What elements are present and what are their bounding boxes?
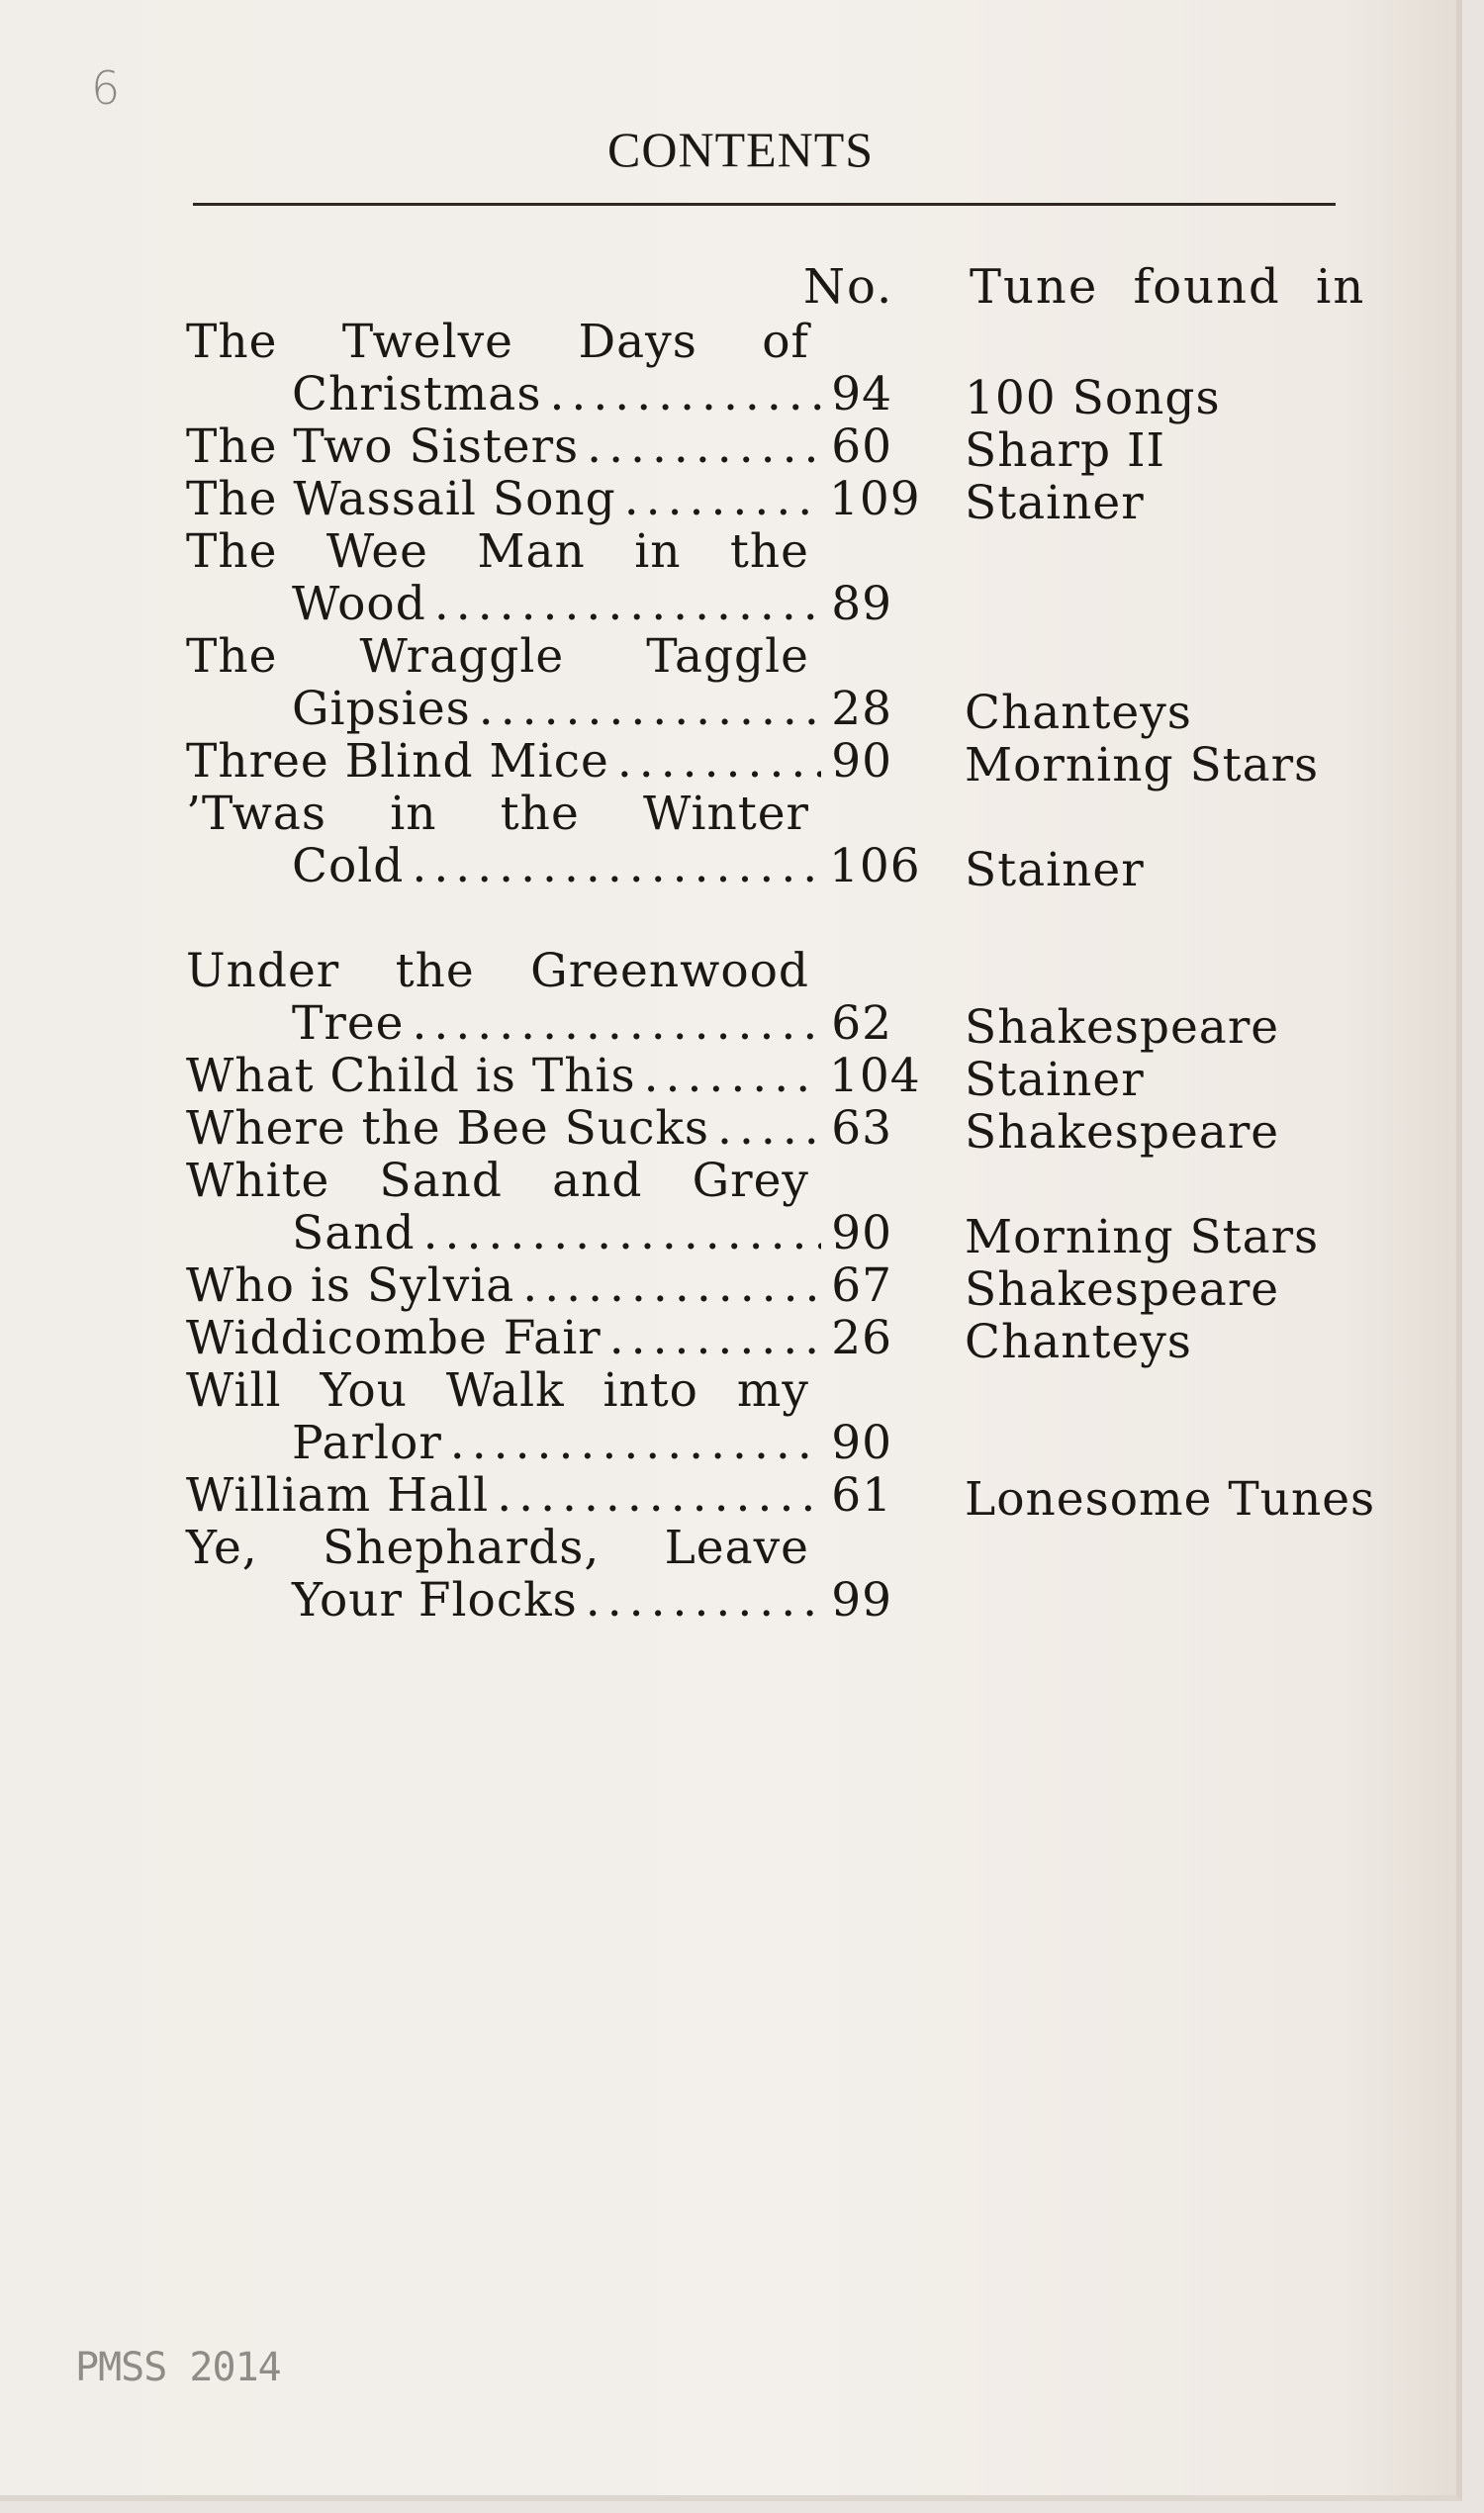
contents-entry xyxy=(292,1416,892,1470)
dot-leader xyxy=(617,738,821,785)
entry-title-line: The Wraggle Taggle xyxy=(186,629,809,684)
entry-title: Wood xyxy=(292,577,426,631)
dot-leader xyxy=(434,581,821,627)
entry-number: 89 xyxy=(831,577,892,631)
entry-tune-source: Lonesome Tunes xyxy=(965,1472,1376,1527)
entry-title: Three Blind Mice xyxy=(186,734,609,789)
contents-entry xyxy=(186,1049,921,1103)
entry-number: 109 xyxy=(829,472,921,526)
contents-entry xyxy=(292,1573,892,1628)
entry-number: 104 xyxy=(829,1049,921,1103)
entry-number: 62 xyxy=(831,996,892,1051)
entry-title: Sand xyxy=(292,1206,416,1260)
entry-tune-source: Shakespeare xyxy=(965,1000,1280,1055)
contents-entry xyxy=(186,472,921,526)
entry-tune-source: Stainer xyxy=(965,843,1145,897)
entry-number: 90 xyxy=(831,1206,892,1260)
page-title: CONTENTS xyxy=(607,122,875,177)
entry-number: 90 xyxy=(831,734,892,789)
dot-leader xyxy=(587,423,821,470)
contents-entry xyxy=(186,1311,892,1365)
entry-title-line: The Twelve Days of xyxy=(186,315,809,369)
entry-number: 106 xyxy=(829,839,921,893)
dot-leader xyxy=(549,371,821,418)
entry-number: 90 xyxy=(831,1416,892,1470)
entry-title: What Child is This xyxy=(186,1049,636,1103)
entry-tune-source: Morning Stars xyxy=(965,1210,1320,1264)
entry-title-line: Will You Walk into my xyxy=(186,1363,809,1418)
entry-number: 61 xyxy=(831,1468,892,1523)
dot-leader xyxy=(609,1315,821,1361)
entry-title-line: Ye, Shephards, Leave xyxy=(186,1521,809,1575)
dot-leader xyxy=(479,686,821,732)
entry-tune-source: Chanteys xyxy=(965,686,1192,740)
tune-column-header: Tune found in xyxy=(970,259,1366,315)
dot-leader xyxy=(412,843,821,889)
entry-title: The Two Sisters xyxy=(186,419,580,474)
entry-title: Parlor xyxy=(292,1416,442,1470)
contents-entry xyxy=(186,1468,892,1523)
entry-title: Your Flocks xyxy=(292,1573,578,1628)
dot-leader xyxy=(423,1210,821,1256)
entry-tune-source: Sharp II xyxy=(965,423,1166,478)
entry-title-line: ’Twas in the Winter xyxy=(186,787,809,841)
dot-leader xyxy=(497,1472,821,1519)
contents-entry xyxy=(292,1206,892,1260)
contents-entry xyxy=(292,839,921,893)
entry-title: Cold xyxy=(292,839,405,893)
contents-entry xyxy=(292,577,892,631)
entry-tune-source: Shakespeare xyxy=(965,1105,1280,1160)
entry-number: 28 xyxy=(831,682,892,736)
dot-leader xyxy=(717,1105,821,1152)
dot-leader xyxy=(644,1053,821,1099)
entry-title: The Wassail Song xyxy=(186,472,616,526)
title-rule xyxy=(193,203,1336,206)
contents-entry xyxy=(186,419,892,474)
entry-number: 63 xyxy=(831,1101,892,1156)
contents-entry xyxy=(292,367,892,421)
entry-tune-source: 100 Songs xyxy=(965,371,1221,425)
contents-entry xyxy=(186,1258,892,1313)
entry-title: William Hall xyxy=(186,1468,490,1523)
entry-number: 60 xyxy=(831,419,892,474)
dot-leader xyxy=(450,1420,821,1466)
entry-title: Who is Sylvia xyxy=(186,1258,515,1313)
entry-number: 26 xyxy=(831,1311,892,1365)
dot-leader xyxy=(522,1262,821,1309)
entry-title: Tree xyxy=(292,996,405,1051)
entry-tune-source: Chanteys xyxy=(965,1315,1192,1369)
entry-title-line: Under the Greenwood xyxy=(186,944,809,998)
dot-leader xyxy=(586,1577,821,1624)
entry-number: 94 xyxy=(831,367,892,421)
contents-entry xyxy=(186,1101,892,1156)
entry-tune-source: Stainer xyxy=(965,476,1145,530)
entry-title-line: The Wee Man in the xyxy=(186,524,809,579)
contents-entry xyxy=(292,682,892,736)
watermark: PMSS 2014 xyxy=(75,2345,281,2390)
entry-title: Widdicombe Fair xyxy=(186,1311,602,1365)
entry-tune-source: Shakespeare xyxy=(965,1262,1280,1317)
number-column-header: No. xyxy=(803,259,894,315)
handwritten-page-number: 6 xyxy=(91,61,121,115)
contents-entry xyxy=(292,996,892,1051)
dot-leader xyxy=(624,476,821,522)
entry-title: Christmas xyxy=(292,367,542,421)
entry-title-line: White Sand and Grey xyxy=(186,1154,809,1208)
entry-tune-source: Morning Stars xyxy=(965,738,1320,792)
entry-title: Gipsies xyxy=(292,682,471,736)
entry-number: 99 xyxy=(831,1573,892,1628)
entry-tune-source: Stainer xyxy=(965,1053,1145,1107)
dot-leader xyxy=(412,1000,821,1047)
entry-title: Where the Bee Sucks xyxy=(186,1101,710,1156)
entry-number: 67 xyxy=(831,1258,892,1313)
contents-entry xyxy=(186,734,892,789)
